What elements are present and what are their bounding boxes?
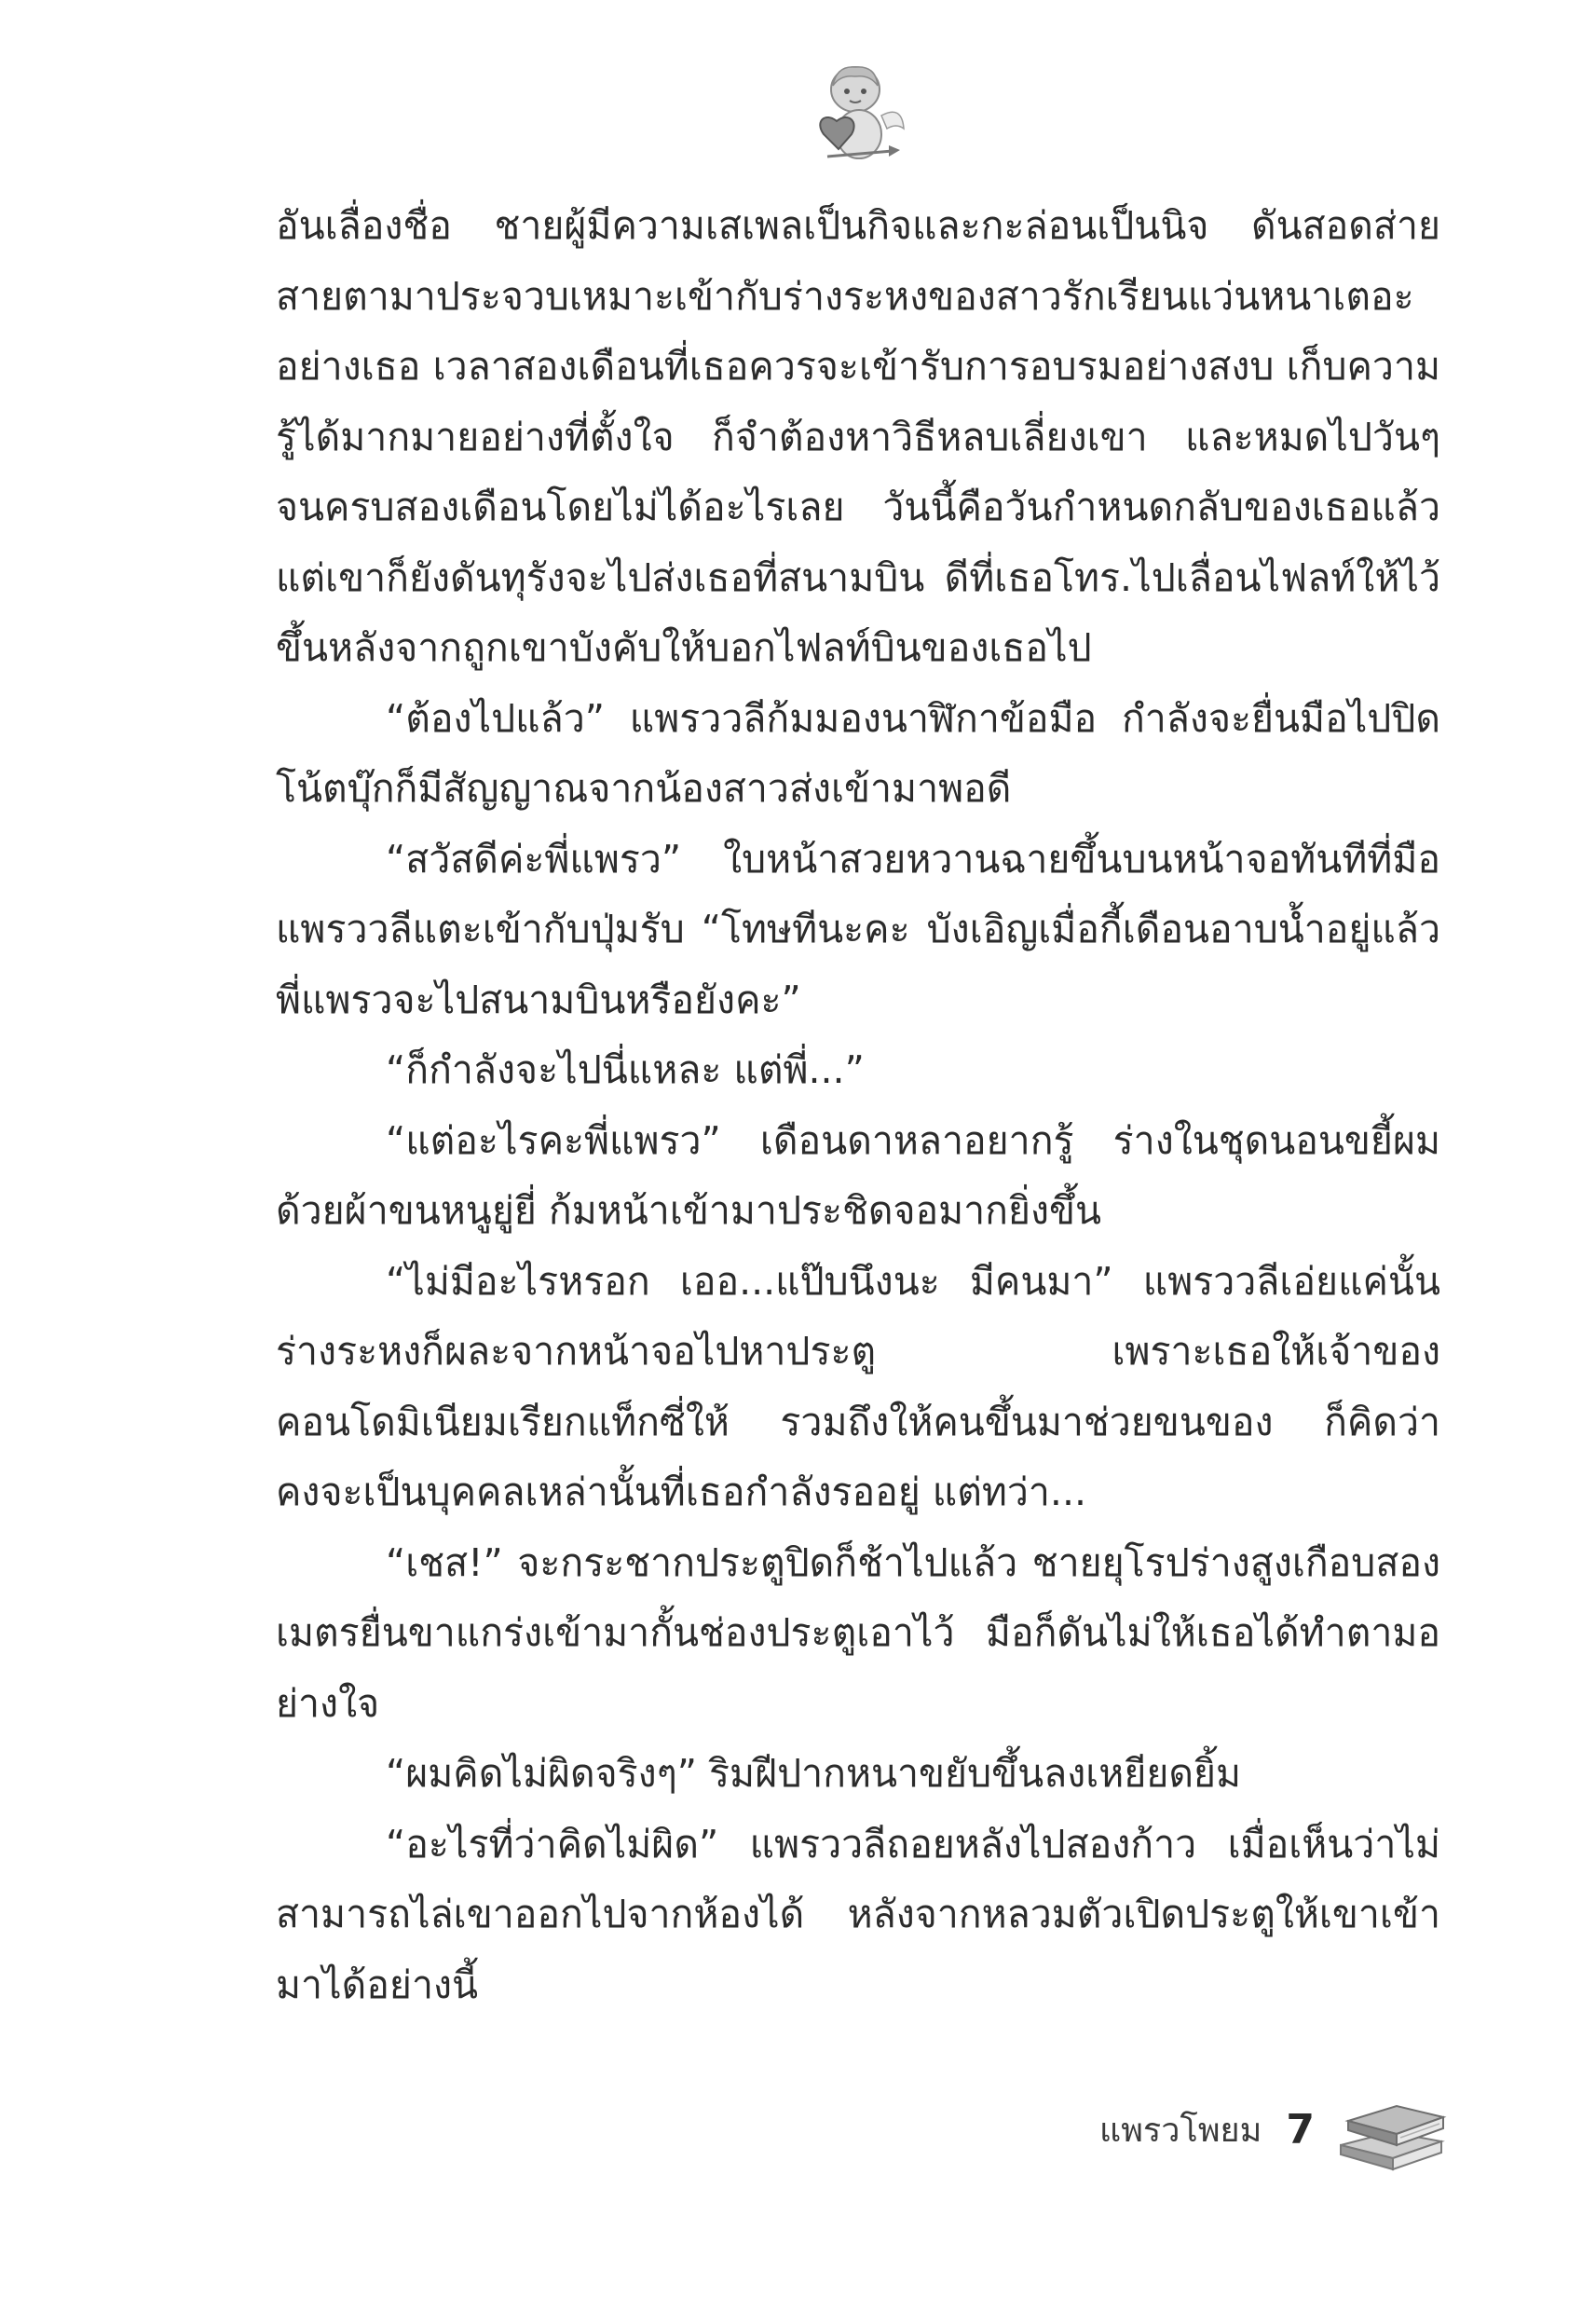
paragraph: “ก็กำลังจะไปนี่แหละ แต่พี่...” xyxy=(386,1047,865,1092)
paragraph: “ผมคิดไม่ผิดจริงๆ” ริมฝีปากหนาขยับขึ้นลงเหยียดยิ้ม xyxy=(386,1751,1242,1796)
body-text xyxy=(276,191,1440,2020)
paragraph: อันเลื่องชื่อ ชายผู้มีความเสเพลเป็นกิจและกะล่อนเป็นนิจ ดันสอดส่ายสายตามาประจวบเหมาะเข้ากับร่างระหงของสาวรักเรียนแว่นหนาเตอะอย่างเธอ เวลาสองเดือนที่เธอควรจะเข้ารับการอบรมอย่างสงบ เก็บความรู้ได้มากมายอย่างที่ตั้งใจ ก็จำต้องหาวิธีหลบเลี่ยงเขา และหมดไปวันๆ จนครบสองเดือนโดยไม่ได้อะไรเลย วันนี้คือวันกำหนดกลับของเธอแล้ว แต่เขาก็ยังดันทุรังจะไปส่งเธอที่สนามบิน ดีที่เธอโทร.ไปเลื่อนไฟลท์ให้ไว้ขึ้นหลังจากถูกเขาบังคับให้บอกไฟลท์บินของเธอไป xyxy=(276,203,1440,670)
cupid-icon xyxy=(799,58,911,170)
paragraph: “เชส!” จะกระชากประตูปิดก็ช้าไปแล้ว ชายยุโรปร่างสูงเกือบสองเมตรยื่นขาแกร่งเข้ามากั้นช่องประตูเอาไว้ มือก็ดันไม่ให้เธอได้ทำตามอย่างใจ xyxy=(276,1539,1440,1726)
paragraph: “อะไรที่ว่าคิดไม่ผิด” แพรววลีถอยหลังไปสองก้าว เมื่อเห็นว่าไม่สามารถไล่เขาออกไปจากห้องได้ หลังจากหลวมตัวเปิดประตูให้เขาเข้ามาได้อย่างนี้ xyxy=(276,1821,1440,2007)
paragraph: “ไม่มีอะไรหรอก เออ...แป๊บนึงนะ มีคนมา” แพรววลีเอ่ยแค่นั้นร่างระหงก็ผละจากหน้าจอไปหาประตู เพราะเธอให้เจ้าของคอนโดมิเนียมเรียกแท็กซี่ให้ รวมถึงให้คนขึ้นมาช่วยขนของ ก็คิดว่าคงจะเป็นบุคคลเหล่านั้นที่เธอกำลังรออยู่ แต่ทว่า... xyxy=(276,1258,1440,1514)
page-number: 7 xyxy=(1286,2105,1315,2154)
page-footer xyxy=(1099,2087,1447,2171)
paragraph: “แต่อะไรคะพี่แพรว” เดือนดาหลาอยากรู้ ร่างในชุดนอนขยี้ผมด้วยผ้าขนหนูยู่ยี่ ก้มหน้าเข้ามาประชิดจอมากยิ่งขึ้น xyxy=(276,1117,1440,1233)
running-title: แพรวโพยม xyxy=(1099,2111,1262,2150)
paragraph: “สวัสดีค่ะพี่แพรว” ใบหน้าสวยหวานฉายขึ้นบนหน้าจอทันทีที่มือแพรววลีแตะเข้ากับปุ่มรับ “โทษทีนะคะ บังเอิญเมื่อกี้เดือนอาบน้ำอยู่แล้วพี่แพรวจะไปสนามบินหรือยังคะ” xyxy=(276,836,1440,1022)
paragraph: “ต้องไปแล้ว” แพรววลีก้มมองนาฬิกาข้อมือ กำลังจะยื่นมือไปปิดโน้ตบุ๊กก็มีสัญญาณจากน้องสาวส่งเข้ามาพอดี xyxy=(276,695,1440,811)
book-stack-icon xyxy=(1335,2087,1447,2171)
